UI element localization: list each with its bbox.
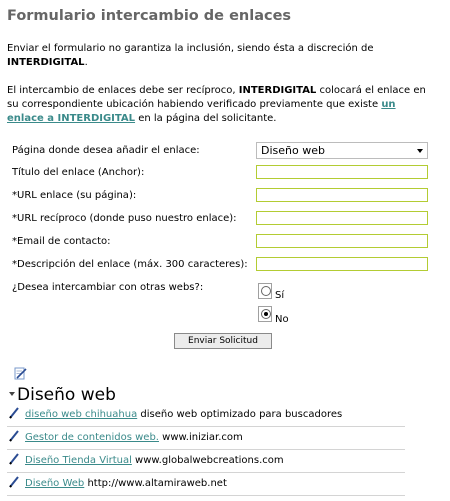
url-label: *URL enlace (su página): [12,190,137,201]
exchange-label: ¿Desea intercambiar con otras webs?: [12,282,204,293]
notice-text-3: en la página del solicitante. [135,113,277,124]
pencil-icon [9,476,19,488]
list-text: www.globalwebcreations.com [131,455,284,466]
description-label: *Descripción del enlace (máx. 300 caracteres): [12,259,248,270]
list-item [7,406,405,427]
pencil-icon [9,453,19,465]
list-item [7,429,405,450]
intro-brand: INTERDIGITAL [7,57,85,68]
radio-yes-circle [261,286,271,296]
radio-no-label: No [275,314,289,325]
page-label: Página donde desea añadir el enlace: [12,145,200,156]
page-select[interactable] [256,142,428,159]
chevron-down-icon [417,149,423,153]
list-text: diseño web optimizado para buscadores [137,409,343,420]
pencil-icon [9,407,19,419]
notice-text-1: El intercambio de enlaces debe ser recíproco, [7,85,239,96]
email-input[interactable] [256,234,428,248]
list-text: http://www.altamiraweb.net [84,478,227,489]
list-link[interactable]: Diseño Web [25,478,85,489]
url-input[interactable] [256,188,428,202]
interdigital-link[interactable]: un enlace a INTERDIGITAL [7,99,396,124]
list-link[interactable]: Gestor de contenidos web. [25,432,159,443]
reciprocal-url-input[interactable] [256,211,428,225]
notice-text [7,84,427,126]
edit-icon[interactable] [14,367,27,380]
notice-brand: INTERDIGITAL [238,85,317,96]
intro-end: . [84,57,88,68]
list-text: www.iniziar.com [158,432,243,443]
radio-yes-label: Sí [275,290,285,301]
page-title: Formulario intercambio de enlaces [7,8,292,24]
anchor-label: Título del enlace (Anchor): [12,167,145,178]
section-heading: Diseño web [17,385,116,405]
intro-text [7,42,427,70]
radio-no-circle [261,309,271,319]
intro-line: Enviar el formulario no garantiza la inclusión, siendo ésta a discreción de [7,43,374,54]
caret-down-icon [9,392,15,396]
list-item [7,452,405,473]
description-input[interactable] [256,257,428,271]
radio-no[interactable] [258,306,272,322]
radio-yes[interactable] [258,283,272,299]
reciprocal-label: *URL recíproco (donde puso nuestro enlace): [12,213,237,224]
email-label: *Email de contacto: [12,236,111,247]
list-link[interactable]: Diseño Tienda Virtual [25,455,132,466]
page-select-value: Diseño web [261,144,325,157]
pencil-icon [9,430,19,442]
notice-text-2: colocará el enlace en su correspondiente ubicación habiendo verificado previamente que existe [7,85,426,110]
list-item [7,475,405,496]
list-link[interactable]: diseño web chihuahua [25,409,138,420]
anchor-input[interactable] [256,165,428,179]
submit-button[interactable]: Enviar Solicitud [174,333,272,349]
